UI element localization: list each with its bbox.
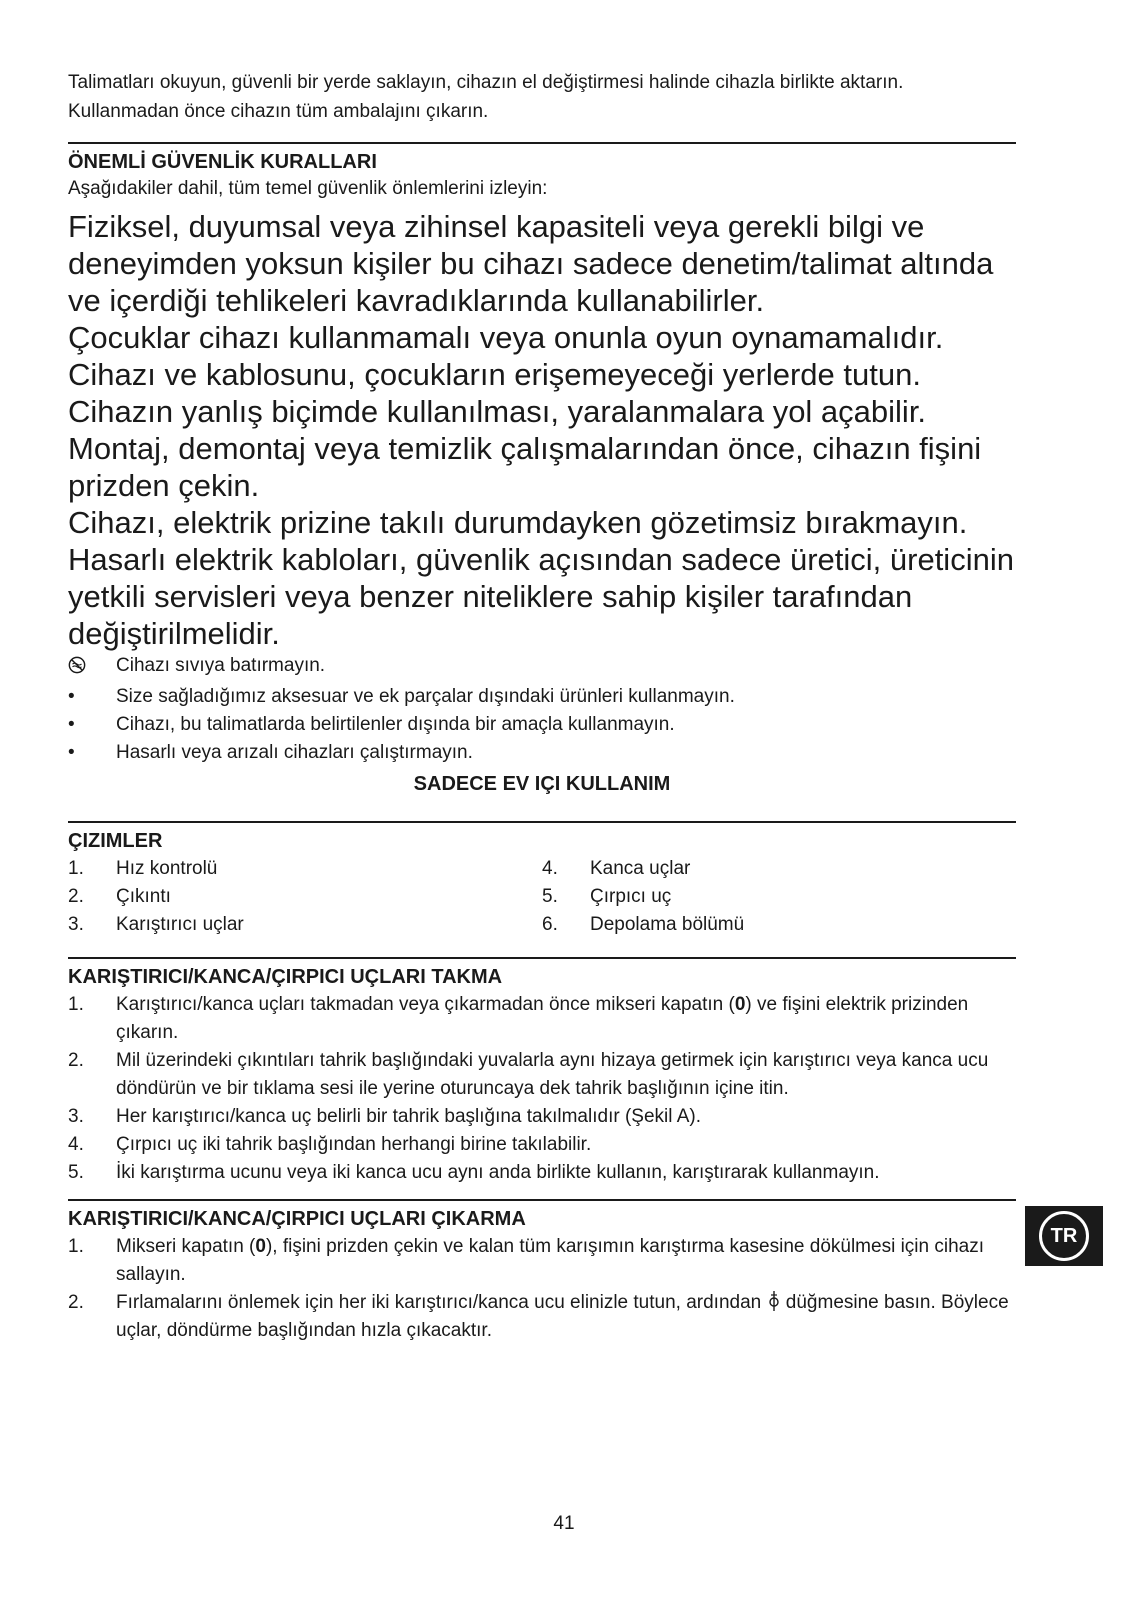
list-item: 5. Çırpıcı uç xyxy=(542,886,672,907)
list-item: • Size sağladığımız aksesuar ve ek parçalar dışındaki ürünleri kullanmayın. xyxy=(68,683,1016,711)
safety-paragraph: Çocuklar cihazı kullanmamalı veya onunla oyun oynamamalıdır. xyxy=(68,320,944,355)
list-item: 2. Mil üzerindeki çıkıntıları tahrik başlığındaki yuvalarla aynı hizaya getirmek için karıştırıcı veya kanca ucu döndürün ve bir tıklama sesi ile yerine oturuncaya dek tahrik başlığının içine itin. xyxy=(68,1050,989,1099)
no-immerse-row xyxy=(68,652,1016,683)
remove-heading: KARIŞTIRICI/KANCA/ÇIRPICI UÇLARI ÇIKARMA xyxy=(68,1208,526,1230)
list-item: 3. Her karıştırıcı/kanca uç belirli bir tahrik başlığına takılmalıdır (Şekil A). xyxy=(68,1106,701,1127)
language-badge xyxy=(1025,1206,1103,1266)
remove-steps xyxy=(68,1233,1016,1345)
list-item: • Cihazı, bu talimatlarda belirtilenler dışında bir amaçla kullanmayın. xyxy=(68,711,1016,739)
bullet-marker: • xyxy=(68,686,75,707)
divider xyxy=(68,821,1016,823)
safety-paragraph: Fiziksel, duyumsal veya zihinsel kapasiteli veya gerekli bilgi ve deneyimden yoksun kişiler bu cihazı sadece denetim/talimat altında ve içerdiği tehlikeleri kavradıklarında kullanabilirler. xyxy=(68,209,994,318)
safety-paragraph: Montaj, demontaj veya temizlik çalışmalarından önce, cihazın fişini prizden çekin. xyxy=(68,431,982,503)
list-item: 1. Karıştırıcı/kanca uçları takmadan veya çıkarmadan önce mikseri kapatın (0) ve fişini elektrik prizinden çıkarın. xyxy=(68,994,969,1043)
list-item: 6. Depolama bölümü xyxy=(542,914,745,935)
safety-paragraph: Hasarlı elektrik kabloları, güvenlik açısından sadece üretici, üreticinin yetkili servisleri veya benzer niteliklere sahip kişiler tarafından değiştirilmelidir. xyxy=(68,542,1014,651)
no-immersion-icon xyxy=(68,656,86,674)
list-item: 3. Karıştırıcı uçlar xyxy=(68,914,244,935)
safety-paragraph: Cihazın yanlış biçimde kullanılması, yaralanmalara yol açabilir. xyxy=(68,394,927,429)
safety-subheading: Aşağıdakiler dahil, tüm temel güvenlik önlemlerini izleyin: xyxy=(68,178,548,199)
divider xyxy=(68,957,1016,959)
intro-text: Talimatları okuyun, güvenli bir yerde saklayın, cihazın el değiştirmesi halinde cihazla birlikte aktarın. Kullanmadan önce cihazın tüm ambalajını çıkarın. xyxy=(68,72,904,122)
drawings-heading: ÇIZIMLER xyxy=(68,830,163,852)
list-item: 1. Hız kontrolü xyxy=(68,858,218,879)
household-use-notice: SADECE EV IÇI KULLANIM xyxy=(413,773,671,795)
page-number: 41 xyxy=(553,1513,575,1534)
list-item: 5. İki karıştırma ucunu veya iki kanca ucu aynı anda birlikte kullanın, karıştırarak kullanmayın. xyxy=(68,1162,880,1183)
safety-heading: ÖNEMLİ GÜVENLİK KURALLARI xyxy=(68,151,377,173)
language-badge-label: TR xyxy=(1039,1211,1089,1261)
attach-heading: KARIŞTIRICI/KANCA/ÇIRPICI UÇLARI TAKMA xyxy=(68,966,503,988)
list-item: 4. Kanca uçlar xyxy=(542,858,691,879)
manual-page xyxy=(68,68,1016,1357)
list-item: • Hasarlı veya arızalı cihazları çalıştırmayın. xyxy=(68,739,1016,767)
eject-button-icon xyxy=(767,1290,781,1312)
list-item: 4. Çırpıcı uç iki tahrik başlığından herhangi birine takılabilir. xyxy=(68,1134,592,1155)
bullet-marker: • xyxy=(68,714,75,735)
no-immerse-text: Cihazı sıvıya batırmayın. xyxy=(116,655,326,676)
divider xyxy=(68,1199,1016,1201)
safety-paragraph: Cihazı, elektrik prizine takılı durumdayken gözetimsiz bırakmayın. xyxy=(68,505,968,540)
attach-steps xyxy=(68,991,1016,1187)
list-item: 1. Mikseri kapatın (0), fişini prizden çekin ve kalan tüm karışımın karıştırma kasesine dökülmesi için cihazı sallayın. xyxy=(68,1236,984,1285)
list-item: 2. Fırlamalarını önlemek için her iki karıştırıcı/kanca ucu elinizle tutun, ardından düğmesine basın. Böylece uçlar, döndürme başlığından hızla çıkacaktır. xyxy=(68,1292,1009,1341)
safety-paragraph: Cihazı ve kablosunu, çocukların erişemeyeceği yerlerde tutun. xyxy=(68,357,921,392)
bullet-marker: • xyxy=(68,742,75,763)
list-item: 2. Çıkıntı xyxy=(68,886,171,907)
drawings-list xyxy=(68,855,1016,939)
divider xyxy=(68,142,1016,144)
